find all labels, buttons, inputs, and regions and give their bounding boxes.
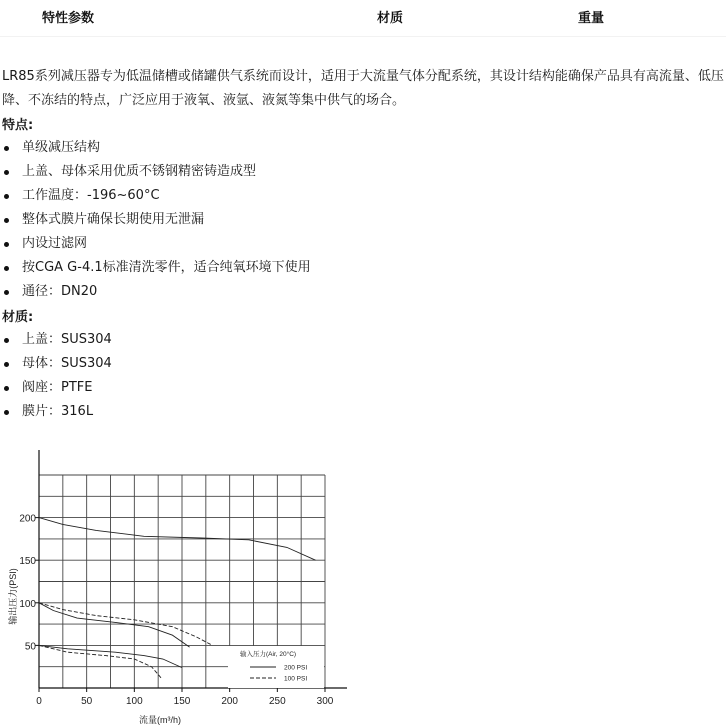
- tab-bar: [0, 0, 726, 32]
- chart-svg: [0, 448, 360, 728]
- x-tick-label: 250: [268, 696, 286, 707]
- materials-heading: 材质:: [2, 310, 34, 325]
- y-tick-label: 50: [24, 641, 36, 653]
- material-item: 膜片：316L: [0, 400, 112, 424]
- feature-item: 通径：DN20: [0, 280, 311, 304]
- series-line-3: [39, 603, 190, 647]
- legend-title: 输入压力(Air, 20°C): [240, 651, 297, 658]
- feature-item: 整体式膜片确保长期使用无泄漏: [0, 208, 311, 232]
- x-tick-label: 0: [36, 696, 42, 707]
- feature-item: 上盖、母体采用优质不锈钢精密铸造成型: [0, 160, 311, 184]
- tab-specifications[interactable]: 特性参数: [42, 11, 95, 26]
- legend-label: 100 PSI: [284, 675, 308, 683]
- x-tick-label: 50: [81, 696, 93, 707]
- tab-material[interactable]: 材质: [377, 11, 404, 26]
- intro-paragraph: LR85系列减压器专为低温储槽或储罐供气系统而设计，适用于大流量气体分配系统，其设计结构能确保产品具有高流量、低压降、不冻结的特点，广泛应用于液氧、液氩、液氮等集中供气的场合。: [2, 69, 724, 108]
- legend-label: 200 PSI: [284, 664, 308, 672]
- tab-weight[interactable]: 重量: [578, 11, 605, 26]
- x-tick-label: 300: [316, 696, 334, 707]
- y-axis-title: 输出压力(PSI): [8, 568, 18, 625]
- x-axis-title: 流量(m³/h): [139, 715, 181, 725]
- feature-item: 按CGA G-4.1标准清洗零件，适合纯氧环境下使用: [0, 256, 311, 280]
- x-tick-label: 150: [173, 696, 191, 707]
- feature-item: 单级减压结构: [0, 136, 311, 160]
- x-tick-label: 100: [125, 696, 143, 707]
- y-tick-label: 100: [19, 598, 36, 610]
- flow-pressure-chart: [0, 448, 360, 728]
- tab-divider: [0, 36, 726, 37]
- x-tick-label: 200: [221, 696, 239, 707]
- materials-list: [0, 328, 112, 424]
- material-item: 上盖：SUS304: [0, 328, 112, 352]
- y-tick-label: 150: [19, 556, 36, 568]
- series-line-4: [39, 645, 161, 677]
- feature-item: 内设过滤网: [0, 232, 311, 256]
- features-list: [0, 136, 311, 304]
- feature-item: 工作温度：-196~60°C: [0, 184, 311, 208]
- material-item: 母体：SUS304: [0, 352, 112, 376]
- y-tick-label: 200: [19, 513, 36, 525]
- material-item: 阀座：PTFE: [0, 376, 112, 400]
- features-heading: 特点:: [2, 118, 34, 133]
